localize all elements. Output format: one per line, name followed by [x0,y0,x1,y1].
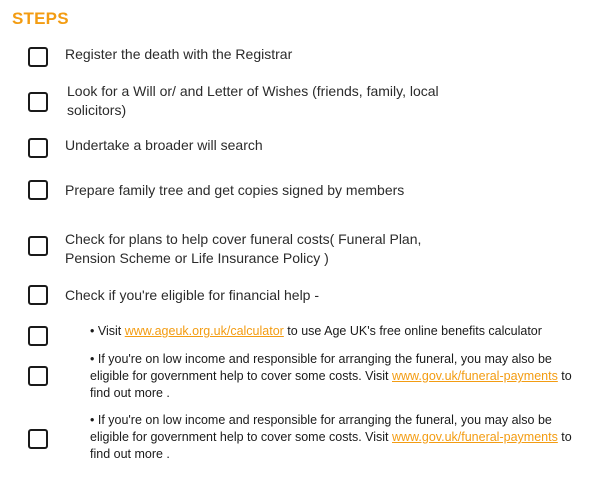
sub-step-text-before: • Visit [90,324,125,338]
gov-funeral-payments-link[interactable]: www.gov.uk/funeral-payments [392,430,558,444]
sub-step-checkbox[interactable] [28,429,48,449]
sub-step-checkbox[interactable] [28,326,48,346]
step-text: Prepare family tree and get copies signed by members [65,182,405,198]
sub-step-text-before: • If you're on low income and responsible for arranging the funeral, you may also be eligible for government help to cover some costs. Visit [90,413,552,444]
sub-step-text-before: • If you're on low income and responsible for arranging the funeral, you may also be eligible for government help to cover some costs. Visit [90,352,552,383]
ageuk-calculator-link[interactable]: www.ageuk.org.uk/calculator [124,324,284,338]
sub-step-checkbox[interactable] [28,366,48,386]
sub-step-text [90,412,590,463]
gov-funeral-payments-link[interactable]: www.gov.uk/funeral-payments [392,369,558,383]
step-text: Check if you're eligible for financial help - [65,287,320,303]
step-text: Undertake a broader will search [65,137,263,153]
sub-step-text [90,351,590,402]
step-text: Look for a Will or/ and Letter of Wishes (friends, family, local solicitors) [67,83,439,118]
step-checkbox[interactable] [28,92,48,112]
step-checkbox[interactable] [28,285,48,305]
step-text: Check for plans to help cover funeral costs( Funeral Plan, Pension Scheme or Life Insurance Policy ) [65,231,422,266]
step-checkbox[interactable] [28,236,48,256]
step-checkbox[interactable] [28,180,48,200]
sub-step-text-after: to find out more . [90,430,572,461]
sub-step-text-after: to find out more . [90,369,572,400]
step-checkbox[interactable] [28,138,48,158]
sub-step-text-after: to use Age UK's free online benefits calculator [283,324,542,338]
step-checkbox[interactable] [28,47,48,67]
sub-step-text [90,323,590,340]
page-title: STEPS [12,9,69,28]
step-text: Register the death with the Registrar [65,46,293,62]
